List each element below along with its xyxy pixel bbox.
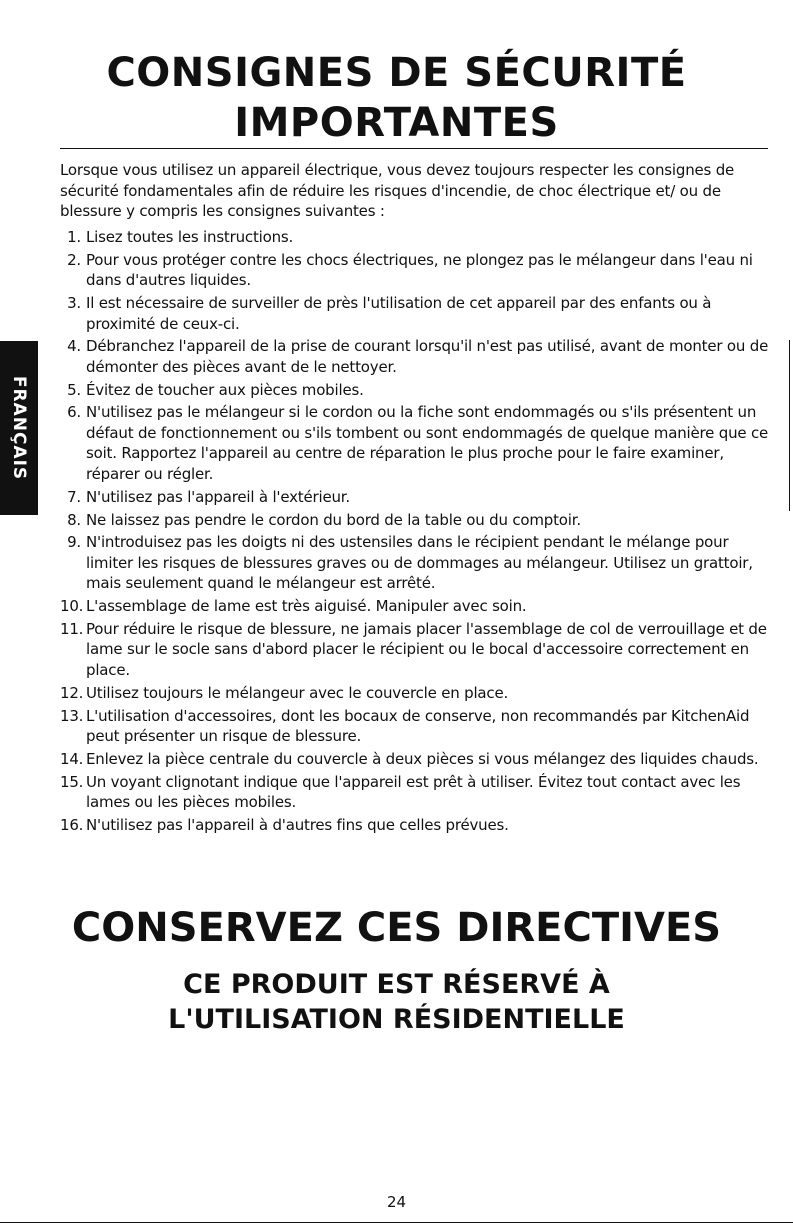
instruction-text: Évitez de toucher aux pièces mobiles.: [86, 380, 364, 399]
instruction-item: [60, 402, 770, 484]
instruction-item: [60, 510, 770, 531]
instruction-item: [60, 683, 770, 704]
instruction-item: [60, 487, 770, 508]
page-title-line-1: CONSIGNES DE SÉCURITÉ: [106, 50, 687, 96]
instruction-number: 11.: [60, 619, 84, 638]
title-divider: [60, 148, 768, 149]
instruction-number: 3.: [67, 294, 81, 313]
instruction-number: 5.: [67, 380, 81, 399]
residential-use-line-1: CE PRODUIT EST RÉSERVÉ À: [183, 969, 610, 1000]
instruction-item: [60, 706, 770, 747]
instruction-text: Enlevez la pièce centrale du couvercle à deux pièces si vous mélangez des liquides chauds.: [86, 749, 759, 768]
residential-use-line-2: L'UTILISATION RÉSIDENTIELLE: [168, 1004, 625, 1035]
instruction-number: 7.: [67, 487, 81, 506]
instruction-item: [60, 250, 770, 291]
intro-paragraph: Lorsque vous utilisez un appareil électrique, vous devez toujours respecter les consignes de sécurité fondamentales afin de réduire les risques d'incendie, de choc électrique et/ ou de blessure y compris les consignes suivantes :: [60, 161, 735, 220]
instruction-text: Un voyant clignotant indique que l'appareil est prêt à utiliser. Évitez tout contact avec les lames ou les pièces mobiles.: [86, 772, 741, 812]
instruction-text: N'utilisez pas le mélangeur si le cordon ou la fiche sont endommagés ou s'ils présentent un défaut de fonctionnement ou s'ils tombent ou sont endommagés de quelque manière que ce soit. Rapportez l'appareil au centre de réparation le plus proche pour le faire examiner, réparer ou régler.: [86, 403, 769, 483]
save-instructions-heading: CONSERVEZ CES DIRECTIVES: [71, 905, 722, 951]
instruction-number: 10.: [60, 597, 84, 616]
edge-marker-line: [789, 340, 790, 511]
instruction-list: [60, 227, 770, 838]
instruction-text: Utilisez toujours le mélangeur avec le couvercle en place.: [86, 683, 509, 702]
instruction-item: [60, 227, 770, 248]
instruction-item: [60, 815, 770, 836]
instruction-item: [60, 336, 770, 377]
instruction-text: L'assemblage de lame est très aiguisé. Manipuler avec soin.: [86, 597, 527, 616]
instruction-number: 9.: [67, 533, 81, 552]
instruction-item: [60, 619, 770, 681]
instruction-number: 6.: [67, 403, 81, 422]
instruction-text: N'introduisez pas les doigts ni des ustensiles dans le récipient pendant le mélange pour limiter les risques de blessures graves ou de dommages au mélangeur. Utilisez un grattoir, mais seulement quand le mélangeur est arrêté.: [86, 533, 753, 593]
instruction-number: 1.: [67, 228, 81, 246]
instruction-item: [60, 293, 770, 334]
page-title: [0, 48, 793, 148]
instruction-number: 14.: [60, 749, 84, 768]
instruction-text: Ne laissez pas pendre le cordon du bord de la table ou du comptoir.: [86, 510, 581, 529]
instruction-text: L'utilisation d'accessoires, dont les bocaux de conserve, non recommandés par KitchenAid peut présenter un risque de blessure.: [86, 706, 750, 746]
instruction-number: 12.: [60, 683, 84, 702]
instruction-item: [60, 772, 770, 813]
instruction-number: 13.: [60, 706, 84, 725]
instruction-text: Pour réduire le risque de blessure, ne jamais placer l'assemblage de col de verrouillage et de lame sur le socle sans d'abord placer le récipient ou le bocal d'accessoire correctement en place.: [86, 619, 767, 679]
instruction-number: 8.: [67, 510, 81, 529]
instruction-number: 2.: [67, 250, 81, 269]
instruction-text: Débranchez l'appareil de la prise de courant lorsqu'il n'est pas utilisé, avant de monter ou de démonter des pièces avant de le nettoyer.: [86, 337, 769, 376]
instruction-text: Il est nécessaire de surveiller de près l'utilisation de cet appareil par des enfants ou à proximité de ceux-ci.: [86, 294, 712, 333]
language-tab: [0, 341, 38, 515]
residential-use-notice: [0, 967, 793, 1037]
instruction-number: 15.: [60, 772, 84, 791]
instruction-item: [60, 380, 770, 401]
bottom-divider: [0, 1222, 793, 1223]
instruction-item: [60, 532, 770, 594]
language-tab-label: FRANÇAIS: [9, 375, 29, 481]
instruction-item: [60, 749, 770, 770]
instruction-text: N'utilisez pas l'appareil à d'autres fins que celles prévues.: [86, 815, 509, 834]
instruction-text: Pour vous protéger contre les chocs électriques, ne plongez pas le mélangeur dans l'eau ni dans d'autres liquides.: [86, 250, 753, 290]
page-title-line-2: IMPORTANTES: [234, 100, 559, 146]
instruction-item: [60, 596, 770, 617]
instruction-text: N'utilisez pas l'appareil à l'extérieur.: [86, 487, 350, 506]
page-number: 24: [386, 1193, 407, 1211]
instruction-number: 4.: [67, 337, 81, 356]
instruction-text: Lisez toutes les instructions.: [86, 228, 294, 246]
instruction-number: 16.: [60, 815, 84, 834]
